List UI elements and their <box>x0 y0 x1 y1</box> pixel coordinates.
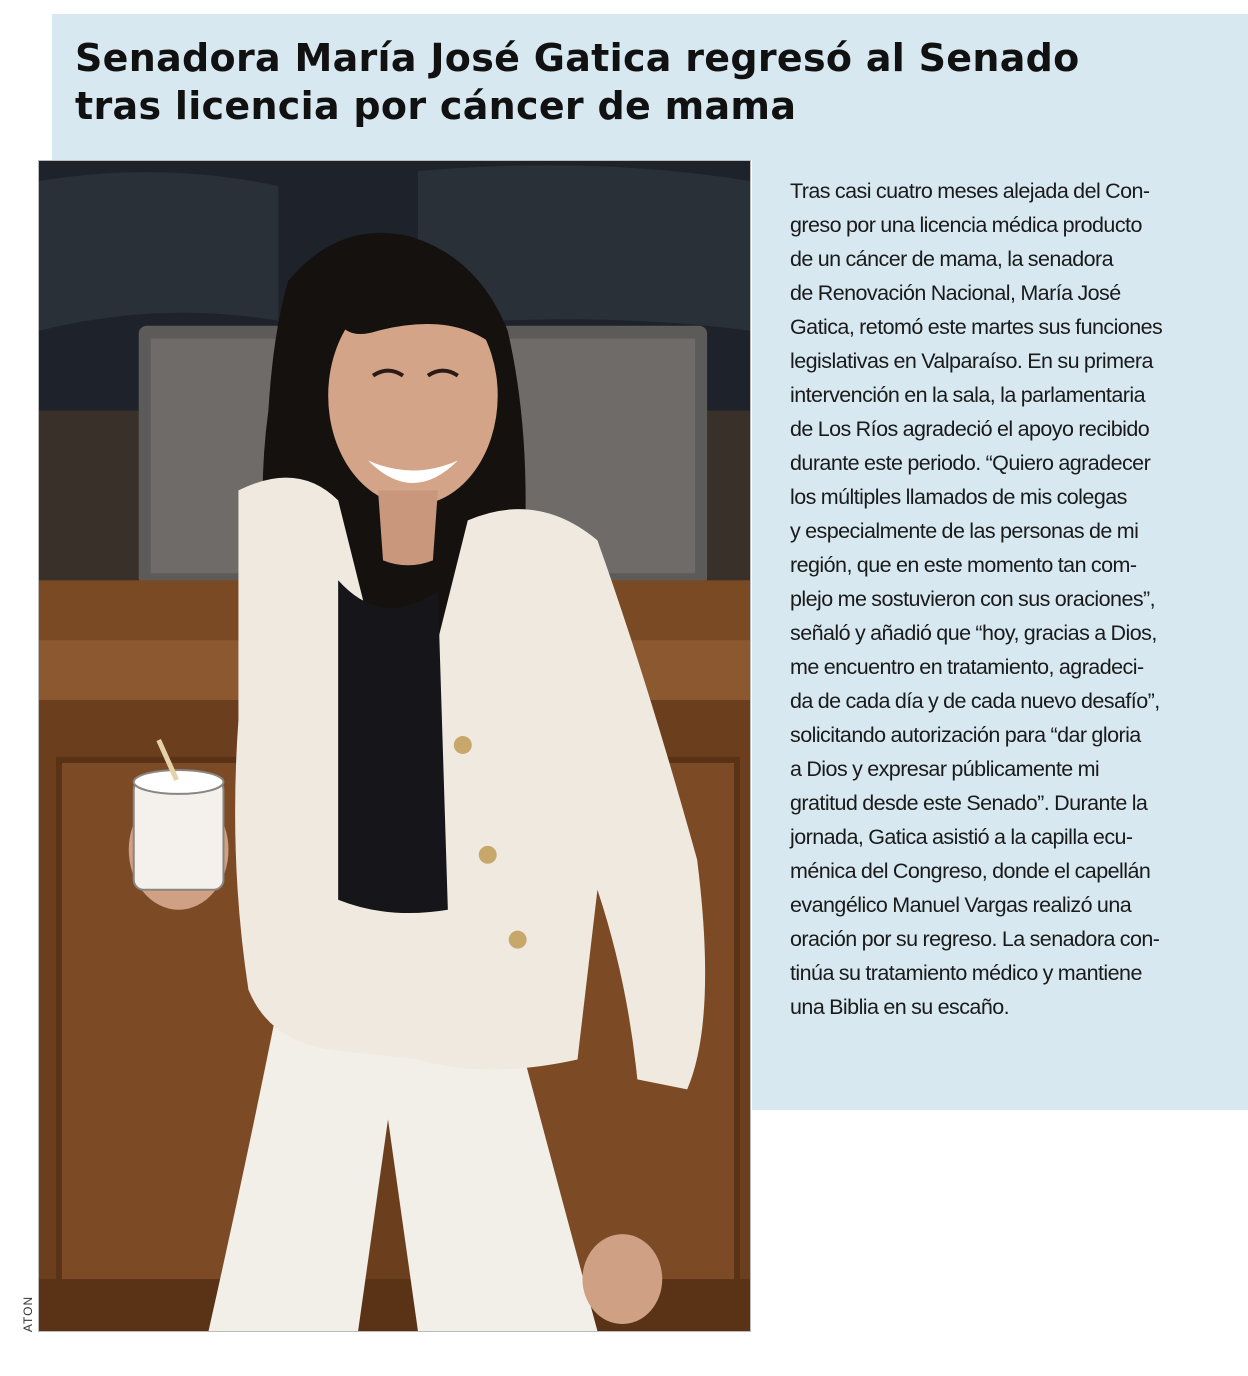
body-line: y especialmente de las personas de mi <box>790 519 1139 543</box>
body-line: intervención en la sala, la parlamentaria <box>790 383 1146 407</box>
body-line: durante este periodo. “Quiero agradecer <box>790 451 1151 475</box>
body-line: me encuentro en tratamiento, agradeci- <box>790 655 1144 679</box>
photo-credit-text: ATON <box>21 1295 35 1333</box>
body-line: de un cáncer de mama, la senadora <box>790 247 1114 271</box>
headline-line: tras licencia por cáncer de mama <box>75 84 797 128</box>
body-line: ménica del Congreso, donde el capellán <box>790 859 1151 883</box>
body-line: de Renovación Nacional, María José <box>790 281 1121 305</box>
body-line: a Dios y expresar públicamente mi <box>790 757 1100 781</box>
body-line: de Los Ríos agradeció el apoyo recibido <box>790 417 1150 441</box>
article-body <box>790 174 1225 1024</box>
photo-credit <box>8 1288 48 1340</box>
body-line: los múltiples llamados de mis colegas <box>790 485 1127 509</box>
article-headline <box>75 34 1195 130</box>
body-line: greso por una licencia médica producto <box>790 213 1142 237</box>
body-line: Tras casi cuatro meses alejada del Con- <box>790 179 1150 203</box>
body-line: plejo me sostuvieron con sus oraciones”, <box>790 587 1156 611</box>
body-line: jornada, Gatica asistió a la capilla ecu- <box>790 825 1133 849</box>
body-line: una Biblia en su escaño. <box>790 995 1010 1019</box>
body-line: da de cada día y de cada nuevo desafío”, <box>790 689 1160 713</box>
body-line: evangélico Manuel Vargas realizó una <box>790 893 1132 917</box>
body-line: señaló y añadió que “hoy, gracias a Dios, <box>790 621 1157 645</box>
body-line: región, que en este momento tan com- <box>790 553 1137 577</box>
body-line: tinúa su tratamiento médico y mantiene <box>790 961 1142 985</box>
headline-line: Senadora María José Gatica regresó al Senado <box>75 36 1080 80</box>
body-line: Gatica, retomó este martes sus funciones <box>790 315 1163 339</box>
body-line: solicitando autorización para “dar gloria <box>790 723 1141 747</box>
body-line: legislativas en Valparaíso. En su primera <box>790 349 1153 373</box>
body-line: oración por su regreso. La senadora con- <box>790 927 1160 951</box>
body-line: gratitud desde este Senado”. Durante la <box>790 791 1148 815</box>
senator-portrait-illustration <box>39 161 750 1331</box>
article-photo <box>38 160 751 1332</box>
